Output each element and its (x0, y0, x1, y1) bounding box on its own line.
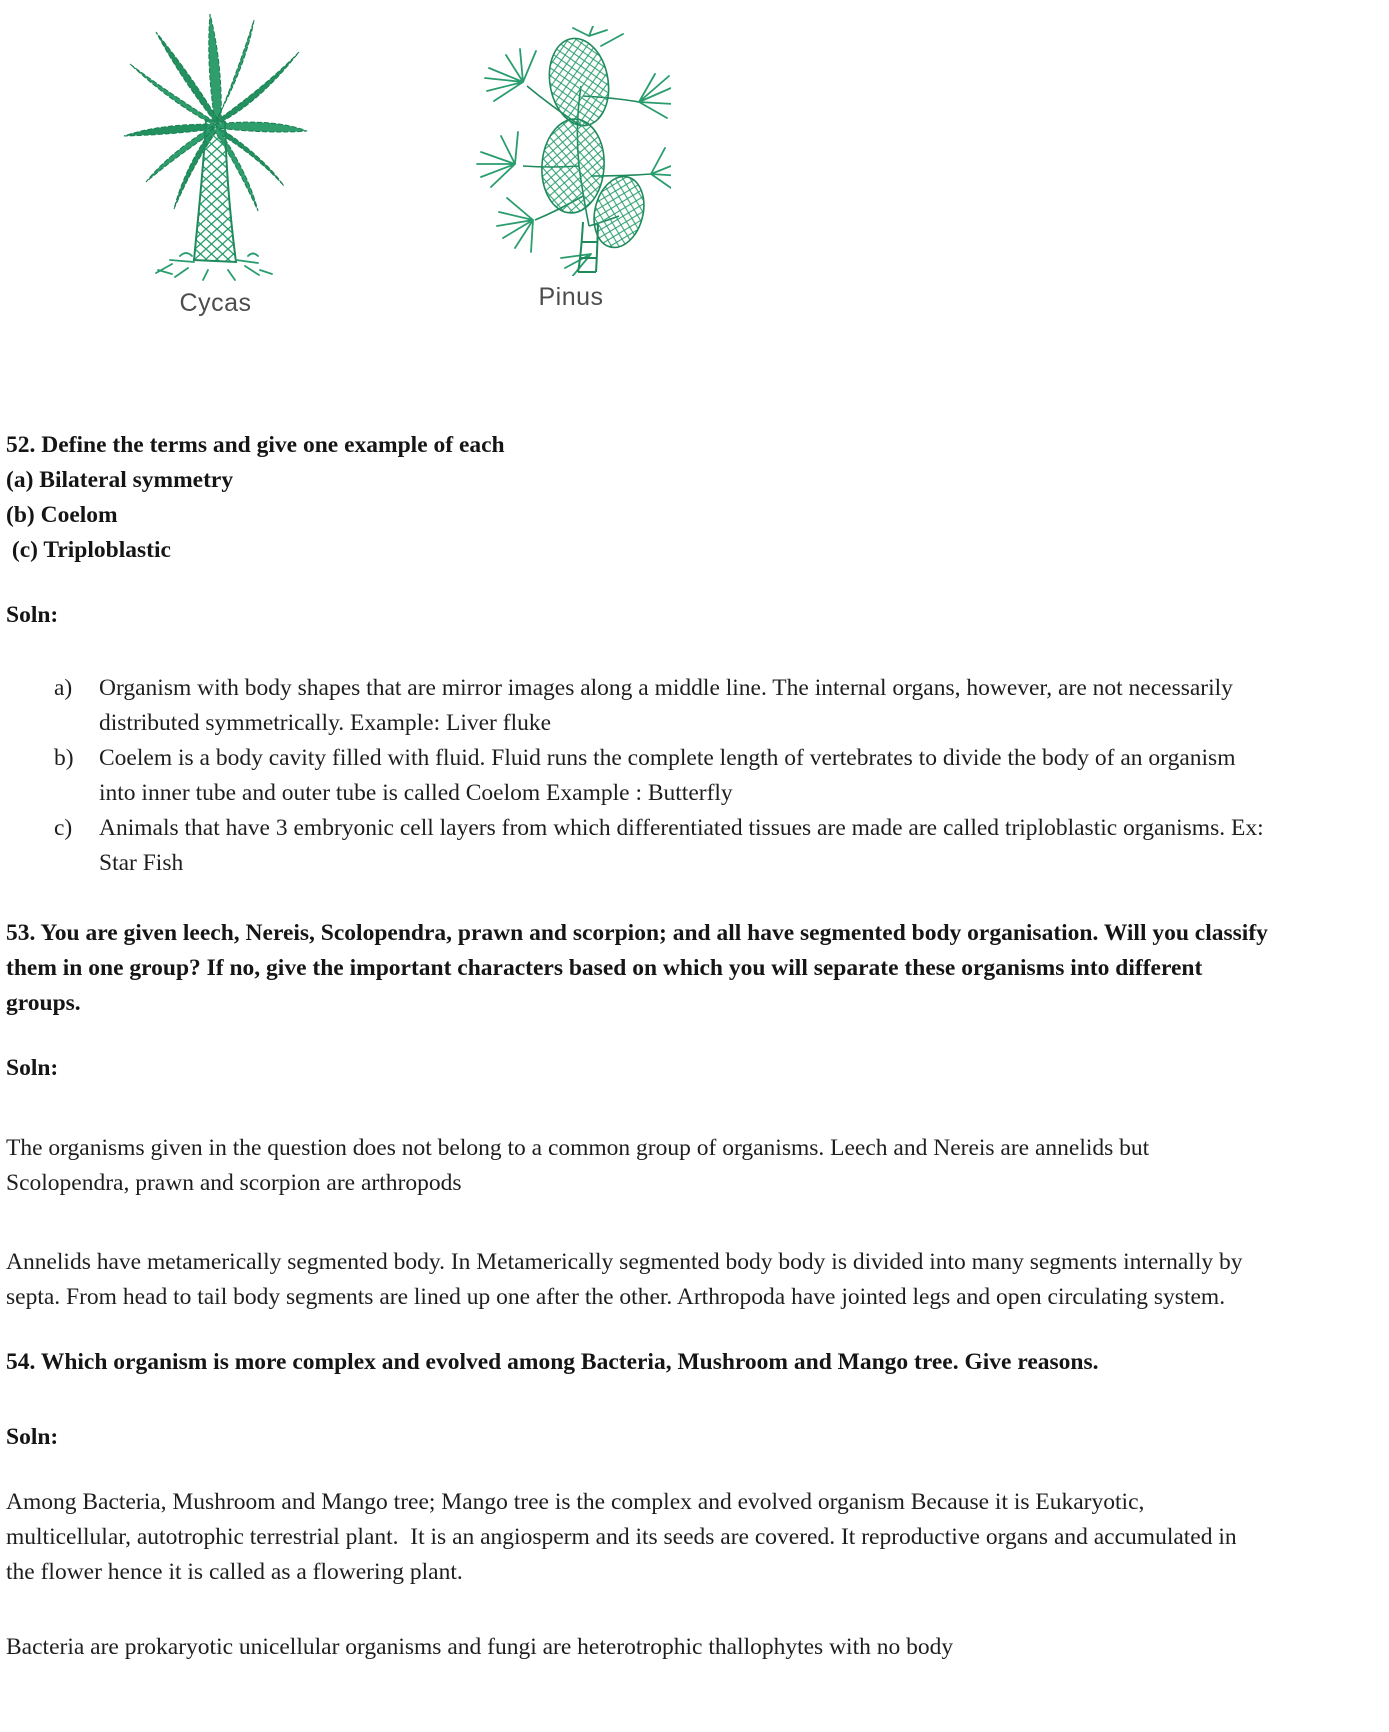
answer-list-52 (6, 671, 1379, 881)
question-52-part-c: (c) Triploblastic (6, 537, 171, 563)
cycas-figure (118, 4, 313, 318)
solutions-content (0, 428, 1389, 1665)
answer-item-a (6, 671, 1379, 741)
cycas-label: Cycas (179, 289, 252, 317)
soln-label-54: Soln: (6, 1424, 59, 1450)
answer-53-paragraph-2: Annelids have metamerically segmented body. In Metamerically segmented body body is divided into many segments internally by septa. From head to tail body segments are lined up one after the other. Arthropoda have jointed legs and open circulating system. (6, 1249, 1249, 1310)
cycas-illustration-icon (118, 4, 313, 287)
answer-text-b: Coelem is a body cavity filled with fluid. Fluid runs the complete length of vertebrates to divide the body of an organism into inner tube and outer tube is called Coelom Example : Butterfly (99, 745, 1236, 806)
question-52-heading: 52. Define the terms and give one example of each (6, 432, 505, 458)
question-52-part-a: (a) Bilateral symmetry (6, 467, 234, 493)
answer-54-paragraph-1: Among Bacteria, Mushroom and Mango tree; Mango tree is the complex and evolved organism Because it is Eukaryotic, multicellular, autotrophic terrestrial plant. It is an angiosperm and its seeds are covered. It reproductive organs and accumulated in the flower hence it is called as a flowering plant. (6, 1489, 1243, 1585)
question-52-part-b: (b) Coelom (6, 502, 118, 528)
answer-text-a: Organism with body shapes that are mirror images along a middle line. The internal organs, however, are not necessarily distributed symmetrically. Example: Liver fluke (99, 675, 1233, 736)
answer-text-c: Animals that have 3 embryonic cell layers from which differentiated tissues are made are called triploblastic organisms. Ex: Star Fish (99, 815, 1264, 876)
pinus-illustration-icon (471, 26, 671, 281)
answer-marker-a: a) (54, 675, 73, 701)
pinus-label: Pinus (538, 283, 604, 311)
pinus-figure (471, 4, 671, 312)
figures-row (0, 0, 1389, 317)
soln-label-52: Soln: (6, 602, 59, 628)
answer-marker-c: c) (54, 815, 73, 841)
question-54-heading: 54. Which organism is more complex and evolved among Bacteria, Mushroom and Mango tree. Give reasons. (6, 1349, 1099, 1375)
answer-53-paragraph-1: The organisms given in the question does not belong to a common group of organisms. Leech and Nereis are annelids but Scolopendra, prawn and scorpion are arthropods (6, 1135, 1156, 1196)
answer-item-b (6, 741, 1379, 811)
answer-marker-b: b) (54, 745, 74, 771)
question-53-heading: 53. You are given leech, Nereis, Scolopendra, prawn and scorpion; and all have segmented body organisation. Will you classify them in one group? If no, give the important characters based on which you will separate these organisms into different groups. (6, 920, 1268, 1016)
answer-54-paragraph-2: Bacteria are prokaryotic unicellular organisms and fungi are heterotrophic thallophytes with no body (6, 1634, 954, 1660)
soln-label-53: Soln: (6, 1055, 59, 1081)
answer-item-c (6, 811, 1379, 881)
